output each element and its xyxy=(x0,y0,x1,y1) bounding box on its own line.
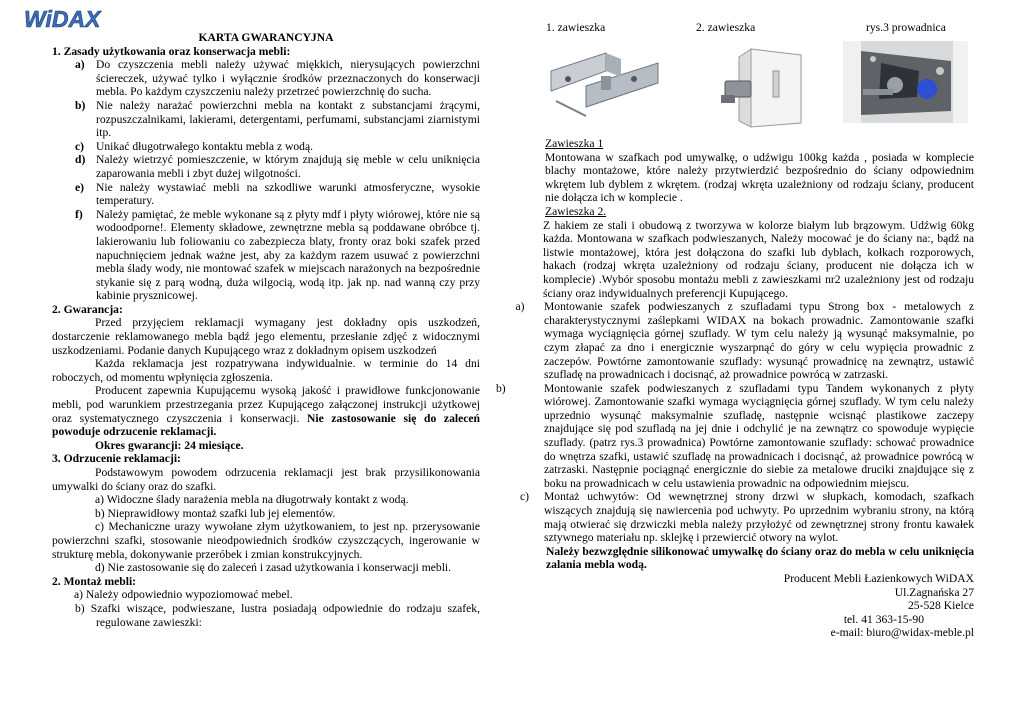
mount-tandem-text: Montowanie szafek podwieszanych z szufladami typu Tandem wykonanych z płyty wiórowej. Zamontowanie szafki wymaga wyciągnięcia górnej szuflady. W tym celu należy uprzednio wysunąć maksymalnie szufladę, następnie wcisnąć plastikowe zaczepy znajdujące się pod szufladą na jej dnie i odchylić je na zewnątrz co spowoduje wypięcie szuflady. (patrz rys.3 prowadnica) Powtórne zamontowanie szuflady: schować prowadnice do wnętrza szafki, ustawić szufladę na prowadnicach i docisnąć, aż prowadnice powrócą w zatrzaski. Następnie pociągnąć energicznie do siebie za metalowe druciki znajdujące się z boku na prowadnicach w celu ustawienia prowadnic na odpowiednim miejscu. xyxy=(544,381,974,490)
mount-tandem-label: b) xyxy=(496,381,506,395)
mount-strongbox xyxy=(496,300,974,382)
hanger-1-description: Montowana w szafkach pod umywalkę, o udźwigu 100kg każda , posiada w komplecie blachy montażowe, które należy przytwierdzić bezpośrednio do ściany odpowiednim wkrętem lub dyblem z wkrętem. (rodzaj wkręta uzależniony od rodzaju ściany, producent nie dołącza ich w komplecie . xyxy=(545,150,974,205)
rule-c xyxy=(52,140,480,154)
producer-name: Producent Mebli Łazienkowych WiDAX xyxy=(783,572,974,585)
rule-e-text: Nie należy wystawiać mebli na szkodliwe warunki atmosferyczne, wysokie temperatury. xyxy=(96,180,480,208)
hanger-2-description: Z hakiem ze stali i obudową z tworzywa w kolorze białym lub brązowym. Udźwig 60kg każda. Montowana w szafkach podwieszanych, Należy mocować je do ściany na:, bądź na listwie montażowej, która jest dołączona do szafki lub dyblach, kołkach rozporowych, hakach (rodzaj wkręta uzależniony od rodzaju ściany, producent nie dołącza ich w komplecie) .Wybór sposobu montażu mebli z zawieszkami nr2 uzależniony jest od rodzaju ściany oraz indywidualnych preferencji Kupującego. xyxy=(543,218,974,300)
rejection-paragraph-1: Podstawowym powodem odrzucenia reklamacji jest brak przysilikonowania umywalki do ściany oraz do szafki. xyxy=(52,466,480,493)
hanger-1-title: Zawieszka 1 xyxy=(545,137,604,150)
caption-hanger-1: 1. zawieszka xyxy=(546,21,606,34)
producer-email: e-mail: biuro@widax-meble.pl xyxy=(830,626,974,640)
mount-strongbox-text: Montowanie szafek podwieszanych z szufladami typu Strong box - metalowych z charakterystycznymi zaślepkami WIDAX na bokach prowadnic. Zamontowanie szafki wymaga wyciągnięcia górnej szuflady. W tym celu należy ją wysunąć maksymalnie, po czym złapać za dno i energicznie wyszarpnąć do góry w celu wypięcia prowadnic z zaczepów. Powtórne zamontowanie szuflady: wysunąć prowadnicę na zewnątrz, ustawić szufladę na prowadnicach i docisnąć, aż prowadnice powrócą w zatrzaski. xyxy=(544,300,974,382)
widax-logo xyxy=(22,6,127,31)
rule-e-label: e) xyxy=(75,180,85,194)
silicone-warning: Należy bezwzględnie silikonować umywalkę do ściany oraz do mebla w celu uniknięcia zalania mebla wodą. xyxy=(546,544,974,572)
rule-c-label: c) xyxy=(75,139,85,153)
rule-b-text: Nie należy narażać powierzchni mebla na kontakt z substancjami żrącymi, rozpuszczalnikami, lakierami, detergentami, perfumami, substancjami ziarnistymi itp. xyxy=(96,98,480,140)
producer-city: 25-528 Kielce xyxy=(908,599,974,613)
rule-a-text: Do czyszczenia mebli należy używać miękkich, nierysujących powierzchni ściereczek, używać tylko i wyłącznie środków przeznaczonych do konserwacji mebla. Po każdym czyszczeniu należy przetrzeć powierzchnię do sucha. xyxy=(96,58,480,99)
hanger-2-title: Zawieszka 2. xyxy=(545,204,607,218)
rejection-a: a) Widoczne ślady narażenia mebla na długotrwały kontakt z wodą. xyxy=(95,493,409,507)
section-4-heading: 2. Montaż mebli: xyxy=(52,574,137,588)
caption-hanger-2: 2. zawieszka xyxy=(696,21,756,34)
rejection-c: c) Mechaniczne urazy wywołane złym użytkowaniem, to jest np. przerysowanie powierzchni szafki, stosowanie nieodpowiednich środków czyszczących, ingerowanie w strukturę mebla, dokonywanie przeróbek i zmian konstrukcyjnych. xyxy=(52,520,480,561)
producer-street: Ul.Zagnańska 27 xyxy=(894,585,974,599)
section-2-heading: 2. Gwarancja: xyxy=(52,302,123,316)
caption-slide: rys.3 prowadnica xyxy=(866,21,946,34)
rejection-d: d) Nie zastosowanie się do zaleceń i zasad użytkowania i konserwacji mebli. xyxy=(95,561,452,575)
figures-row xyxy=(496,37,974,137)
rule-e xyxy=(52,181,480,208)
drawer-slide-image xyxy=(843,41,968,123)
assembly-a: a) Należy odpowiednio wypoziomować mebel. xyxy=(74,588,293,602)
hanger-2-image xyxy=(721,41,806,131)
mount-strongbox-label: a) xyxy=(515,300,525,314)
rule-d-label: d) xyxy=(75,153,86,167)
rule-a xyxy=(52,58,480,99)
warranty-paragraph-2: Każda reklamacja jest rozpatrywana indywidualnie. w terminie do 14 dni roboczych, od momentu wpłynięcia zgłoszenia. xyxy=(52,357,480,384)
rule-f-text: Należy pamiętać, że meble wykonane są z płyty mdf i płyty wiórowej, które nie są wodoodporne!. Elementy składowe, zewnętrzne mebla są poddawane obróbce tj. lakierowaniu lub foliowaniu co zabezpiecza blaty, fronty oraz boki szafek przed napuchnięciem jednak ważne jest, aby za każdym razem usuwać z powierzchni mebla ślady wody, nie montować szafek w miejscach narażonych na bezpośrednie stykanie się z parą wodną, duża wilgocią, wodą itp. jak np. nad wanną czy przy kabinie prysznicowej. xyxy=(96,207,480,303)
rule-b xyxy=(52,99,480,140)
mount-handles-label: c) xyxy=(520,490,530,504)
warranty-period: Okres gwarancji: 24 miesiące. xyxy=(95,438,244,452)
warranty-paragraph-3 xyxy=(52,384,480,438)
rule-d xyxy=(52,153,480,180)
hanger-1-image xyxy=(546,41,666,121)
rejection-b: b) Nieprawidłowy montaż szafki lub jej elementów. xyxy=(95,506,336,520)
section-3-heading: 3. Odrzucenie reklamacji: xyxy=(52,452,181,466)
left-column xyxy=(52,31,480,629)
assembly-b: b) Szafki wiszące, podwieszane, lustra posiadają odpowiednie do rodzaju szafek, regulowane zawieszki: xyxy=(75,601,480,629)
rule-b-label: b) xyxy=(75,98,86,112)
warranty-paragraph-3-bold: Nie zastosowanie się do zaleceń powoduje odrzucenie reklamacji. xyxy=(52,411,480,439)
section-1-heading: 1. Zasady użytkowania oraz konserwacja mebli: xyxy=(52,44,291,58)
right-column xyxy=(496,21,974,640)
mount-tandem xyxy=(496,382,974,491)
rule-c-text: Unikać długotrwałego kontaktu mebla z wodą. xyxy=(96,139,313,153)
rule-a-label: a) xyxy=(75,58,85,72)
warranty-paragraph-1: Przed przyjęciem reklamacji wymagany jest dokładny opis uszkodzeń, dostarczenie reklamowanego mebla bądź jego elementu, przesłanie zdjęć z widocznymi uszkodzeniami. Podanie danych Kupującego wraz z dokładnym opisem uszkodzeń xyxy=(52,316,480,357)
figure-captions xyxy=(496,21,974,37)
rule-f-label: f) xyxy=(75,207,83,221)
mount-handles xyxy=(496,490,974,544)
document-title: KARTA GWARANCYJNA xyxy=(198,31,334,44)
logo-text: WiDAX xyxy=(24,6,101,31)
rule-d-text: Należy wietrzyć pomieszczenie, w którym znajdują się meble w celu uniknięcia zaparowania mebli i zbyt dużej wilgotności. xyxy=(96,153,480,180)
producer-phone: tel. 41 363-15-90 xyxy=(843,612,924,626)
warranty-paragraph-3-text: Producent zapewnia Kupującemu wysoką jakość i prawidłowe funkcjonowanie mebli, pod warunkiem przestrzegania przez Kupującego załączonej instrukcji użytkowej oraz systematycznego czyszczenia i konserwacji. xyxy=(52,384,480,425)
rule-f xyxy=(52,208,480,303)
mount-handles-text: Montaż uchwytów: Od wewnętrznej strony drzwi w słupkach, komodach, szafkach wiszących znajdują się nawiercenia pod uchwyty. Po uprzednim wybraniu strony, na którą mają otwierać się drzwiczki mebla należy przyłożyć od zewnętrznej strony frontu kawałek sztywnego materiału np. sklejkę i przewiercić otwory na wylot. xyxy=(544,490,974,545)
